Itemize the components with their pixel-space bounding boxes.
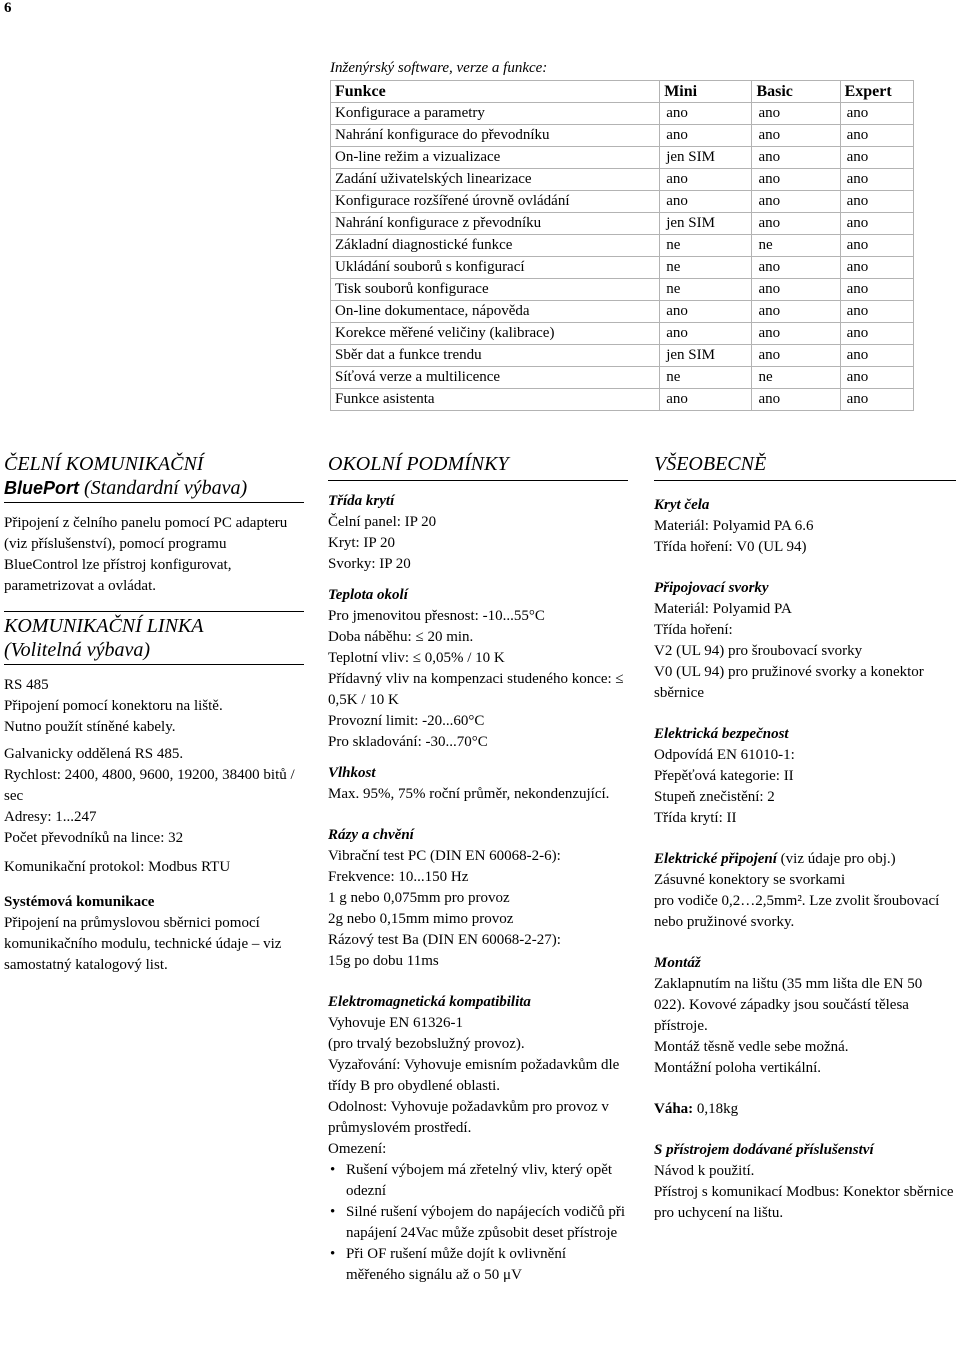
cell-funkce: Konfigurace rozšířené úrovně ovládání xyxy=(331,191,660,213)
text-line: Materiál: Polyamid PA xyxy=(654,601,792,617)
table-row xyxy=(331,323,914,345)
column-communication xyxy=(4,452,304,976)
cell-basic: ano xyxy=(752,323,840,345)
text-line: Vyzařování: Vyhovuje emisním požadavkům dle třídy B pro obydlené oblasti. xyxy=(328,1057,620,1094)
cell-basic: ne xyxy=(752,367,840,389)
rs485-label: RS 485 xyxy=(4,677,49,693)
heading-suffix: (Volitelná výbava) xyxy=(4,639,151,661)
text-line: Vibrační test PC (DIN EN 60068-2-6): xyxy=(328,848,561,864)
text-line: Montáž těsně vedle sebe možná. xyxy=(654,1039,849,1055)
heading-text: ČELNÍ KOMUNIKAČNÍ xyxy=(4,453,204,475)
table-row xyxy=(331,191,914,213)
header-expert: Expert xyxy=(840,81,913,103)
table-row xyxy=(331,103,914,125)
text-line: Třída krytí: II xyxy=(654,810,737,826)
brand-blueport: BluePort xyxy=(4,478,80,498)
text-line: Kryt: IP 20 xyxy=(328,535,395,551)
cell-funkce: Ukládání souborů s konfigurací xyxy=(331,257,660,279)
text-line: 1 g nebo 0,075mm pro provoz xyxy=(328,890,510,906)
cell-funkce: Základní diagnostické funkce xyxy=(331,235,660,257)
text-line: 15g po dobu 11ms xyxy=(328,953,439,969)
text-line: Komunikační protokol: Modbus RTU xyxy=(4,859,231,875)
text-line: Montážní poloha vertikální. xyxy=(654,1060,822,1076)
text-line: V2 (UL 94) pro šroubovací svorky xyxy=(654,643,863,659)
cell-basic: ano xyxy=(752,301,840,323)
text-line: Nutno použít stíněné kabely. xyxy=(4,719,176,735)
cell-funkce: Nahrání konfigurace z převodníku xyxy=(331,213,660,235)
text-line: Počet převodníků na lince: 32 xyxy=(4,830,184,846)
cell-expert: ano xyxy=(840,191,913,213)
system-comm-text: Připojení na průmyslovou sběrnici pomocí komunikačního modulu, technické údaje – viz samostatný katalogový list. xyxy=(4,915,282,973)
limitations-list xyxy=(328,1160,628,1286)
cell-funkce: Korekce měřené veličiny (kalibrace) xyxy=(331,323,660,345)
header-mini: Mini xyxy=(660,81,752,103)
system-comm-heading: Systémová komunikace xyxy=(4,894,155,910)
text-line: Frekvence: 10...150 Hz xyxy=(328,869,469,885)
cell-expert: ano xyxy=(840,169,913,191)
cell-mini: jen SIM xyxy=(660,147,752,169)
list-item: • Rušení výbojem má zřetelný vliv, který opět odezní xyxy=(346,1160,628,1202)
weight-label: Váha: xyxy=(654,1101,694,1117)
cell-mini: ano xyxy=(660,323,752,345)
text-line: Provozní limit: -20...60°C xyxy=(328,713,485,729)
text-line: Rázový test Ba (DIN EN 60068-2-27): xyxy=(328,932,561,948)
text-line: Svorky: IP 20 xyxy=(328,556,411,572)
cell-basic: ano xyxy=(752,147,840,169)
text-line: Pro jmenovitou přesnost: -10...55°C xyxy=(328,608,545,624)
cell-funkce: On-line dokumentace, nápověda xyxy=(331,301,660,323)
cell-basic: ano xyxy=(752,191,840,213)
cell-funkce: Sběr dat a funkce trendu xyxy=(331,345,660,367)
paragraph-front-comm: Připojení z čelního panelu pomocí PC adapteru (viz příslušenství), pomocí programu BlueControl lze přístroj konfigurovat, parametrizovat a ovládat. xyxy=(4,515,288,594)
cell-expert: ano xyxy=(840,257,913,279)
cell-funkce: Konfigurace a parametry xyxy=(331,103,660,125)
cell-mini: ano xyxy=(660,103,752,125)
cell-basic: ano xyxy=(752,169,840,191)
text-line: Teplotní vliv: ≤ 0,05% / 10 K xyxy=(328,650,505,666)
weight-value: 0,18kg xyxy=(693,1101,739,1117)
cell-expert: ano xyxy=(840,147,913,169)
text-line: Adresy: 1...247 xyxy=(4,809,97,825)
text-line: Třída hoření: xyxy=(654,622,733,638)
section-heading-front-comm xyxy=(4,452,304,503)
section-heading-comm-line xyxy=(4,612,304,665)
cell-funkce: Nahrání konfigurace do převodníku xyxy=(331,125,660,147)
cell-mini: ano xyxy=(660,389,752,411)
cell-expert: ano xyxy=(840,389,913,411)
sub-heading: Třída krytí xyxy=(328,493,395,509)
cell-mini: ano xyxy=(660,301,752,323)
cell-expert: ano xyxy=(840,235,913,257)
sub-heading: Elektrická bezpečnost xyxy=(654,726,789,742)
header-basic: Basic xyxy=(752,81,840,103)
text-line: Přístroj s komunikací Modbus: Konektor sběrnice pro uchycení na lištu. xyxy=(654,1184,954,1221)
cell-basic: ano xyxy=(752,125,840,147)
text-line: Materiál: Polyamid PA 6.6 xyxy=(654,518,814,534)
table-row xyxy=(331,213,914,235)
cell-mini: ano xyxy=(660,125,752,147)
cell-funkce: Tisk souborů konfigurace xyxy=(331,279,660,301)
text-line: Přepěťová kategorie: II xyxy=(654,768,794,784)
list-item: • Silné rušení výbojem do napájecích vodičů při napájení 24Vac může způsobit deset přístroje xyxy=(346,1202,628,1244)
text-line: Třída hoření: V0 (UL 94) xyxy=(654,539,807,555)
table-row xyxy=(331,301,914,323)
cell-mini: jen SIM xyxy=(660,345,752,367)
table-header-row xyxy=(331,81,914,103)
section-heading-environment: OKOLNÍ PODMÍNKY xyxy=(328,452,628,481)
text-line: Připojení pomocí konektoru na liště. xyxy=(4,698,223,714)
column-environment xyxy=(328,452,628,1286)
text-line: pro vodiče 0,2…2,5mm². Lze zvolit šroubovací nebo pružinové svorky. xyxy=(654,893,940,930)
cell-mini: ne xyxy=(660,257,752,279)
table-row xyxy=(331,389,914,411)
cell-mini: ano xyxy=(660,169,752,191)
table-row xyxy=(331,345,914,367)
cell-basic: ano xyxy=(752,257,840,279)
text-line: Rychlost: 2400, 4800, 9600, 19200, 38400 bitů / sec xyxy=(4,767,295,804)
sub-heading: Teplota okolí xyxy=(328,587,408,603)
text-line: (pro trvalý bezobslužný provoz). xyxy=(328,1036,525,1052)
text-line: Pro skladování: -30...70°C xyxy=(328,734,488,750)
table-caption: Inženýrský software, verze a funkce: xyxy=(330,60,548,76)
table-row xyxy=(331,279,914,301)
table-row xyxy=(331,367,914,389)
cell-expert: ano xyxy=(840,323,913,345)
text-line: V0 (UL 94) pro pružinové svorky a konektor sběrnice xyxy=(654,664,924,701)
sub-heading: Montáž xyxy=(654,955,701,971)
cell-expert: ano xyxy=(840,367,913,389)
text-line: Max. 95%, 75% roční průměr, nekondenzující. xyxy=(328,786,610,802)
text-line: Stupeň znečistění: 2 xyxy=(654,789,775,805)
table-row xyxy=(331,125,914,147)
table-row xyxy=(331,235,914,257)
sub-heading-line xyxy=(654,849,956,870)
cell-mini: ne xyxy=(660,235,752,257)
cell-basic: ano xyxy=(752,389,840,411)
cell-funkce: On-line režim a vizualizace xyxy=(331,147,660,169)
text-line: Odolnost: Vyhovuje požadavkům pro provoz v průmyslovém prostředí. xyxy=(328,1099,609,1136)
sub-heading: Připojovací svorky xyxy=(654,580,769,596)
cell-expert: ano xyxy=(840,345,913,367)
table-row xyxy=(331,257,914,279)
sub-heading-note: (viz údaje pro obj.) xyxy=(776,851,896,867)
sub-heading: Elektrické připojení xyxy=(654,851,777,867)
header-funkce: Funkce xyxy=(331,81,660,103)
cell-basic: ano xyxy=(752,279,840,301)
cell-funkce: Funkce asistenta xyxy=(331,389,660,411)
table-row xyxy=(331,169,914,191)
section-heading-general: VŠEOBECNĚ xyxy=(654,452,956,481)
cell-mini: ne xyxy=(660,279,752,301)
table-row xyxy=(331,147,914,169)
text-line: Zaklapnutím na lištu (35 mm lišta dle EN 50 022). Kovové západky jsou součástí tělesa přístroje. xyxy=(654,976,923,1034)
text-line: 2g nebo 0,15mm mimo provoz xyxy=(328,911,514,927)
cell-funkce: Zadání uživatelských linearizace xyxy=(331,169,660,191)
weight-line xyxy=(654,1099,956,1120)
cell-expert: ano xyxy=(840,213,913,235)
column-general xyxy=(654,452,956,1224)
text-line: Galvanicky oddělená RS 485. xyxy=(4,746,184,762)
cell-expert: ano xyxy=(840,103,913,125)
cell-basic: ano xyxy=(752,345,840,367)
cell-mini: jen SIM xyxy=(660,213,752,235)
text-line: Zásuvné konektory se svorkami xyxy=(654,872,846,888)
list-item: • Při OF rušení může dojít k ovlivnění měřeného signálu až o 50 μV xyxy=(346,1244,628,1286)
text-line: Přídavný vliv na kompenzaci studeného konce: ≤ 0,5K / 10 K xyxy=(328,671,624,708)
cell-basic: ne xyxy=(752,235,840,257)
cell-mini: ne xyxy=(660,367,752,389)
text-line: Omezení: xyxy=(328,1141,387,1157)
sub-heading: Rázy a chvění xyxy=(328,827,414,843)
sub-heading: Kryt čela xyxy=(654,497,710,513)
cell-expert: ano xyxy=(840,279,913,301)
table-body xyxy=(331,103,914,411)
text-line: Vyhovuje EN 61326-1 xyxy=(328,1015,463,1031)
sub-heading: S přístrojem dodávané příslušenství xyxy=(654,1142,874,1158)
cell-basic: ano xyxy=(752,213,840,235)
feature-table xyxy=(330,80,914,411)
text-line: Čelní panel: IP 20 xyxy=(328,514,437,530)
text-line: Návod k použití. xyxy=(654,1163,755,1179)
page-number: 6 xyxy=(4,0,12,16)
cell-expert: ano xyxy=(840,301,913,323)
cell-mini: ano xyxy=(660,191,752,213)
text-line: Doba náběhu: ≤ 20 min. xyxy=(328,629,474,645)
sub-heading: Elektromagnetická kompatibilita xyxy=(328,994,531,1010)
heading-text: KOMUNIKAČNÍ LINKA xyxy=(4,615,204,637)
cell-funkce: Síťová verze a multilicence xyxy=(331,367,660,389)
cell-basic: ano xyxy=(752,103,840,125)
text-line: Odpovídá EN 61010-1: xyxy=(654,747,795,763)
cell-expert: ano xyxy=(840,125,913,147)
sub-heading: Vlhkost xyxy=(328,765,376,781)
heading-suffix: (Standardní výbava) xyxy=(79,477,248,499)
